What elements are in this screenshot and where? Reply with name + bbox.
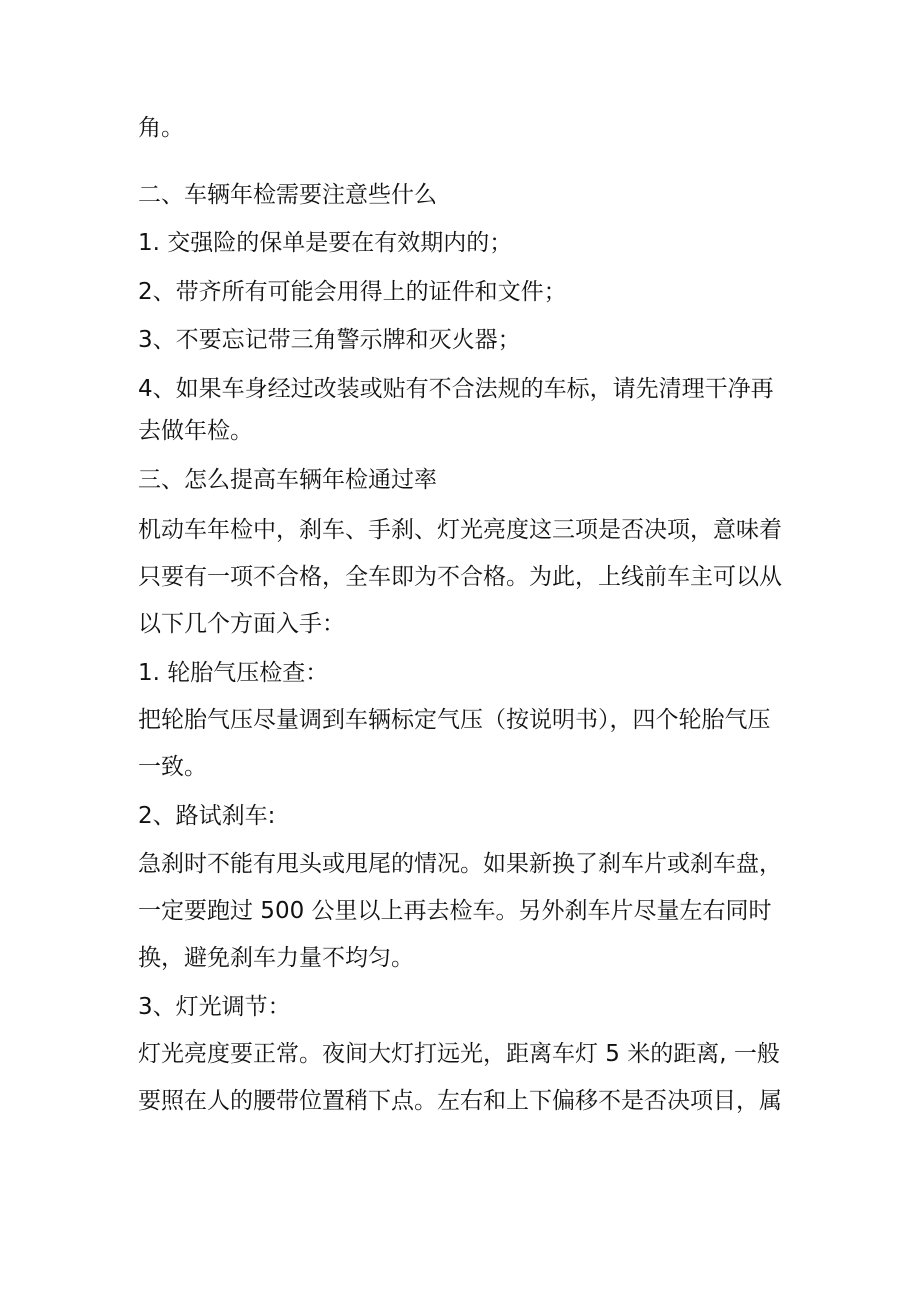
- text-line: 去做年检。: [138, 418, 253, 444]
- text-line: 角。: [138, 115, 184, 141]
- text-line: 一定要跑过 500 公里以上再去检车。另外刹车片尽量左右同时: [138, 898, 772, 924]
- section-heading: 二、车辆年检需要注意些什么: [138, 182, 437, 208]
- text-line: 4、如果车身经过改装或贴有不合法规的车标，请先清理干净再: [138, 376, 774, 402]
- text-line: 2、带齐所有可能会用得上的证件和文件；: [138, 279, 567, 305]
- text-line: 3、不要忘记带三角警示牌和灭火器；: [138, 327, 521, 353]
- text-line: 1. 交强险的保单是要在有效期内的；: [138, 230, 513, 256]
- text-line: 要照在人的腰带位置稍下点。左右和上下偏移不是否决项目，属: [138, 1088, 782, 1114]
- section-heading: 三、怎么提高车辆年检通过率: [138, 467, 437, 493]
- text-line: 把轮胎气压尽量调到车辆标定气压（按说明书），四个轮胎气压: [138, 707, 771, 733]
- text-line: 只要有一项不合格，全车即为不合格。为此，上线前车主可以从: [138, 564, 782, 590]
- text-line: 以下几个方面入手：: [138, 611, 345, 637]
- text-line: 急刹时不能有甩头或甩尾的情况。如果新换了刹车片或刹车盘，: [138, 851, 782, 877]
- text-line: 2、路试刹车:: [138, 803, 276, 829]
- text-line: 灯光亮度要正常。夜间大灯打远光，距离车灯 5 米的距离, 一般: [138, 1041, 780, 1067]
- text-line: 一致。: [138, 754, 207, 780]
- text-line: 3、灯光调节：: [138, 994, 291, 1020]
- text-line: 机动车年检中，刹车、手刹、灯光亮度这三项是否决项，意味着: [138, 517, 782, 543]
- text-line: 1. 轮胎气压检查：: [138, 660, 329, 686]
- text-line: 换，避免刹车力量不均匀。: [138, 945, 414, 971]
